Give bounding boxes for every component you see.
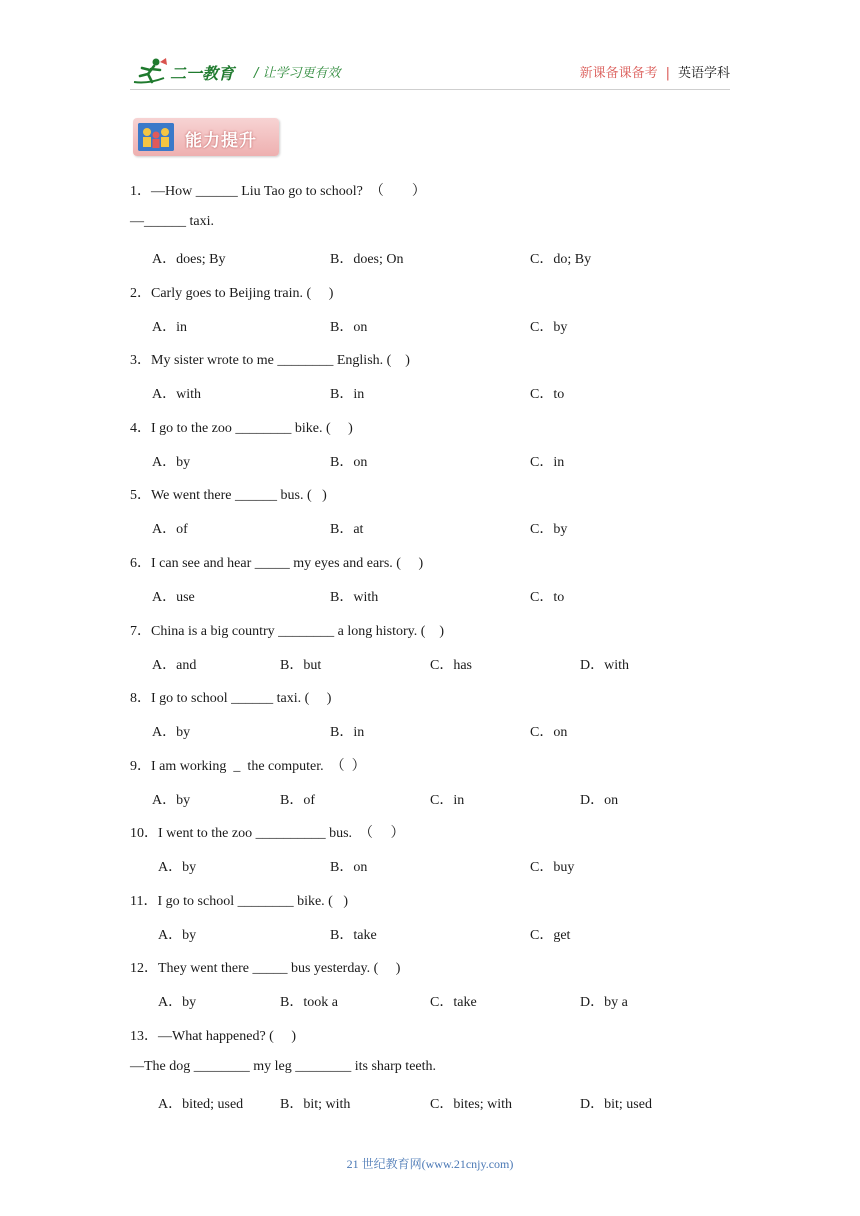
answer-option: C．take (430, 995, 477, 1010)
answer-option: B．of (280, 793, 315, 808)
answer-option: C．bites; with (430, 1097, 513, 1112)
answer-option: A．does; By (152, 252, 226, 267)
answer-option: C．do; By (530, 252, 592, 267)
answer-option: C．has (430, 658, 472, 673)
answer-option: A．use (152, 590, 195, 605)
answer-option: C．on (530, 725, 568, 740)
answer-option: A．by (152, 455, 191, 470)
answer-option: C．to (530, 387, 565, 402)
answer-option: A．and (152, 658, 197, 673)
question-stem: 13．—What happened? ( ) (130, 1029, 296, 1044)
answer-option: C．to (530, 590, 565, 605)
answer-option: A．by (158, 860, 197, 875)
header-separator: | (665, 66, 670, 81)
answer-option: B．bit; with (280, 1097, 351, 1112)
answer-option: C．by (530, 320, 568, 335)
question-stem: 3．My sister wrote to me ________ English. ( ) (130, 353, 410, 368)
question-stem: 1．—How ______ Liu Tao go to school? （ ） (130, 184, 426, 199)
question-stem-line2: —The dog ________ my leg ________ its sharp teeth. (130, 1059, 437, 1074)
answer-option: A．of (152, 522, 188, 537)
answer-option: B．take (330, 928, 377, 943)
answer-option: B．at (330, 522, 364, 537)
answer-option: A．in (152, 320, 187, 335)
answer-option: C．in (430, 793, 465, 808)
question-stem: 6．I can see and hear _____ my eyes and ears. ( ) (130, 556, 424, 571)
answer-option: B．took a (280, 995, 338, 1010)
answer-option: A．by (158, 995, 197, 1010)
answer-option: B．on (330, 860, 368, 875)
answer-option: B．in (330, 387, 365, 402)
answer-option: C．in (530, 455, 565, 470)
answer-option: C．by (530, 522, 568, 537)
answer-option: B．but (280, 658, 322, 673)
question-stem: 7．China is a big country ________ a long history. ( ) (130, 624, 445, 639)
section-badge (133, 118, 279, 156)
question-stem: 4．I go to the zoo ________ bike. ( ) (130, 421, 353, 436)
answer-option: B．with (330, 590, 379, 605)
answer-option: B．does; On (330, 252, 404, 267)
answer-option: B．in (330, 725, 365, 740)
students-icon (138, 123, 174, 151)
answer-option: C．buy (530, 860, 575, 875)
page-footer: 21 世纪教育网(www.21cnjy.com) (346, 1157, 514, 1171)
answer-option: D．bit; used (580, 1097, 652, 1112)
answer-option: B．on (330, 320, 368, 335)
header-slogan: / 让学习更有效 (254, 66, 341, 81)
answer-option: C．get (530, 928, 571, 943)
question-stem: 2．Carly goes to Beijing train. ( ) (130, 286, 334, 301)
answer-option: A．by (152, 725, 191, 740)
question-stem-line2: —______ taxi. (130, 214, 214, 229)
question-stem: 12．They went there _____ bus yesterday. ( ) (130, 961, 401, 976)
answer-option: D．on (580, 793, 619, 808)
header-course: 新课备课备考 (579, 66, 658, 81)
answer-option: D．with (580, 658, 629, 673)
logo-text: 二一教育 (170, 64, 235, 83)
question-stem: 11．I go to school ________ bike. ( ) (130, 894, 349, 909)
header-right (580, 62, 730, 81)
answer-option: B．on (330, 455, 368, 470)
answer-option: A．with (152, 387, 201, 402)
answer-option: A．by (152, 793, 191, 808)
question-stem: 10．I went to the zoo __________ bus. （ ） (130, 826, 405, 841)
page-header (130, 56, 730, 90)
answer-option: D．by a (580, 995, 628, 1010)
section-badge-label: 能力提升 (185, 131, 257, 151)
answer-option: A．by (158, 928, 197, 943)
answer-option: A．bited; used (158, 1097, 244, 1112)
question-stem: 8．I go to school ______ taxi. ( ) (130, 691, 332, 706)
header-divider (130, 89, 730, 90)
header-subject: 英语学科 (677, 66, 730, 81)
question-stem: 9．I am working _ the computer. （ ） (130, 759, 366, 774)
question-stem: 5．We went there ______ bus. ( ) (130, 488, 327, 503)
